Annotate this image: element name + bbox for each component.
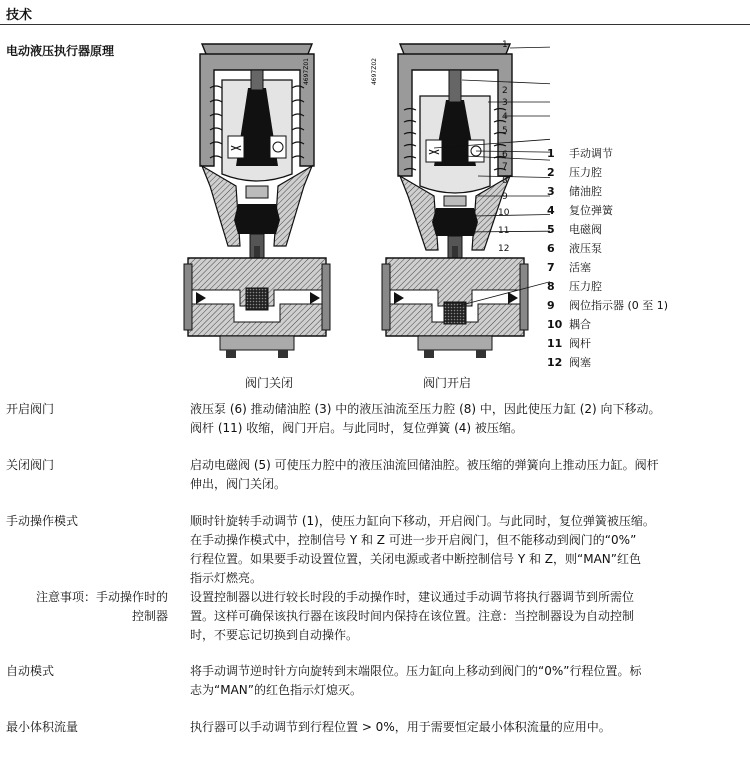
legend-label: 阀塞 <box>569 356 591 369</box>
label-line: 注意事项：手动操作时的 <box>35 590 168 604</box>
label-auto-mode: 自动模式 <box>6 664 55 678</box>
figure-legend <box>547 144 668 372</box>
text-line: 时，不要忘记切换到自动操作。 <box>190 628 359 642</box>
callout-4: 4 <box>502 112 508 122</box>
callout-11: 11 <box>498 226 510 236</box>
legend-label: 阀杆 <box>569 337 591 350</box>
label-line: 控制器 <box>131 609 168 623</box>
text-line: 启动电磁阀 (5) 可使压力腔中的液压油流回储油腔。被压缩的弹簧向上推动压力缸。阀杆 <box>190 458 659 472</box>
legend-item <box>547 258 668 277</box>
legend-label: 电磁阀 <box>569 223 602 236</box>
legend-item <box>547 239 668 258</box>
callout-6: 6 <box>502 150 508 160</box>
legend-number: 9 <box>547 299 555 312</box>
legend-label: 耦合 <box>569 318 591 331</box>
text-line: 顺时针旋转手动调节 (1)，使压力缸向下移动，开启阀门。与此同时，复位弹簧被压缩。 <box>190 514 655 528</box>
callout-1: 1 <box>502 40 508 50</box>
text-line: 阀杆 (11) 收缩，阀门开启。与此同时，复位弹簧 (4) 被压缩。 <box>190 421 523 435</box>
callout-10: 10 <box>498 208 510 218</box>
legend-number: 11 <box>547 337 563 350</box>
text-line: 行程位置。如果要手动设置位置，关闭电源或者中断控制信号 Y 和 Z，则“MAN”红色 <box>190 552 641 566</box>
label-close-valve: 关闭阀门 <box>6 458 55 472</box>
legend-number: 10 <box>547 318 563 331</box>
text-auto-mode <box>190 662 725 700</box>
legend-item <box>547 201 668 220</box>
label-manual-note <box>0 588 168 626</box>
legend-number: 1 <box>547 147 555 160</box>
text-line: 指示灯燃亮。 <box>190 571 263 585</box>
legend-item <box>547 334 668 353</box>
text-min-flow <box>190 718 725 737</box>
header-rule <box>0 24 750 25</box>
text-close-valve <box>190 456 725 494</box>
text-line: 液压泵 (6) 推动储油腔 (3) 中的液压油流至压力腔 (8) 中，因此使压力缸 (2) 向下移动。 <box>190 402 661 416</box>
legend-number: 12 <box>547 356 563 369</box>
section-title: 电动液压执行器原理 <box>6 44 115 58</box>
legend-label: 压力腔 <box>569 280 602 293</box>
legend-number: 8 <box>547 280 555 293</box>
legend-number: 4 <box>547 204 555 217</box>
label-manual-mode: 手动操作模式 <box>6 514 79 528</box>
callout-12: 12 <box>498 244 510 254</box>
legend-item <box>547 296 668 315</box>
valve-closed-drawing <box>184 44 330 358</box>
text-line: 置。这样可确保该执行器在该段时间内保持在该位置。注意：当控制器设为自动控制 <box>190 609 635 623</box>
legend-label: 复位弹簧 <box>569 204 613 217</box>
legend-label: 手动调节 <box>569 147 613 160</box>
legend-label: 储油腔 <box>569 185 602 198</box>
legend-number: 7 <box>547 261 555 274</box>
text-manual-mode <box>190 512 725 588</box>
caption-valve-closed: 阀门关闭 <box>245 376 294 390</box>
text-line: 设置控制器以进行较长时段的手动操作时，建议通过手动调节将执行器调节到所需位 <box>190 590 635 604</box>
figure-code-right: 4697Z02 <box>371 58 378 86</box>
legend-label: 阀位指示器 (0 至 1) <box>569 299 669 312</box>
legend-item <box>547 315 668 334</box>
legend-item <box>547 182 668 201</box>
callout-5: 5 <box>502 126 508 136</box>
legend-item <box>547 277 668 296</box>
legend-number: 5 <box>547 223 555 236</box>
caption-valve-open: 阀门开启 <box>423 376 472 390</box>
valve-open-drawing <box>371 44 550 358</box>
actuator-figure <box>180 36 550 391</box>
legend-number: 6 <box>547 242 555 255</box>
callout-2: 2 <box>502 86 508 96</box>
text-line: 执行器可以手动调节到行程位置 > 0%，用于需要恒定最小体积流量的应用中。 <box>190 720 611 734</box>
callout-8: 8 <box>502 176 508 186</box>
legend-label: 活塞 <box>569 261 591 274</box>
text-line: 将手动调节逆时针方向旋转到末端限位。压力缸向上移动到阀门的“0%”行程位置。标 <box>190 664 642 678</box>
callout-9: 9 <box>502 192 508 202</box>
text-line: 伸出，阀门关闭。 <box>190 477 287 491</box>
callout-7: 7 <box>502 162 508 172</box>
text-manual-note <box>190 588 725 645</box>
text-line: 志为“MAN”的红色指示灯熄灭。 <box>190 683 362 697</box>
legend-label: 液压泵 <box>569 242 602 255</box>
actuator-cutaway-drawing <box>180 36 550 391</box>
legend-item <box>547 353 668 372</box>
legend-label: 压力腔 <box>569 166 602 179</box>
legend-item <box>547 163 668 182</box>
label-min-flow: 最小体积流量 <box>6 720 79 734</box>
legend-item <box>547 144 668 163</box>
callout-3: 3 <box>502 98 508 108</box>
legend-item <box>547 220 668 239</box>
text-line: 在手动操作模式中，控制信号 Y 和 Z 可进一步开启阀门，但不能移动到阀门的“0%” <box>190 533 637 547</box>
label-open-valve: 开启阀门 <box>6 402 55 416</box>
page-header: 技术 <box>6 8 33 23</box>
text-open-valve <box>190 400 725 438</box>
legend-number: 3 <box>547 185 555 198</box>
figure-code-left: 4697Z01 <box>303 58 310 86</box>
legend-number: 2 <box>547 166 555 179</box>
